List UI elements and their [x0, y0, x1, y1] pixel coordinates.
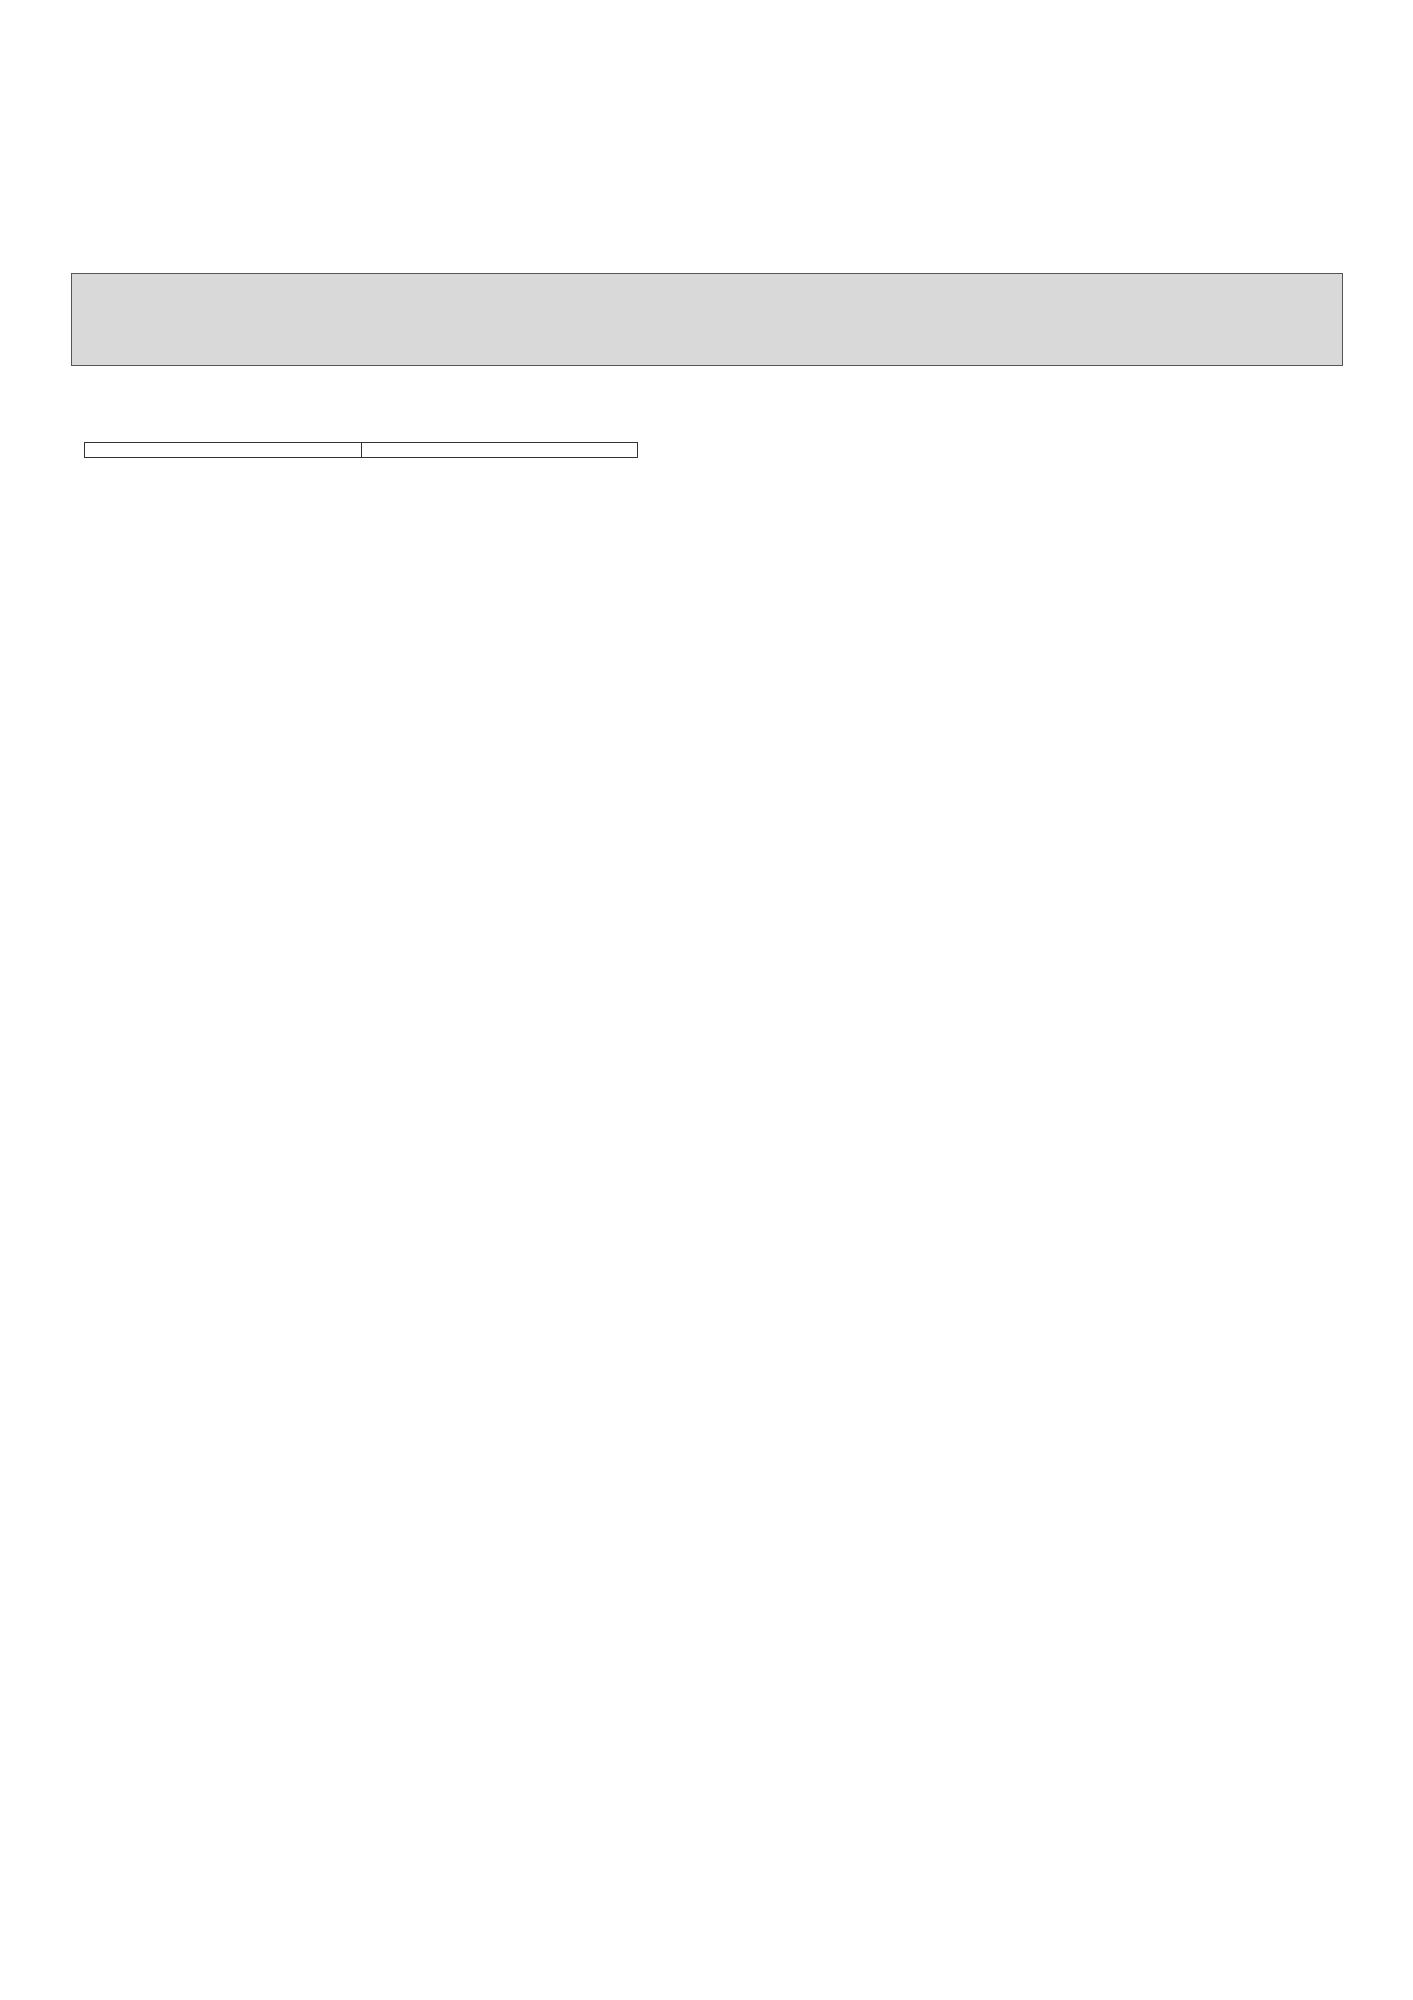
- french-column: [85, 443, 362, 458]
- german-column: [361, 443, 638, 458]
- section-heading: [125, 200, 147, 241]
- signal-words-table: [84, 442, 638, 458]
- definition-callout: [71, 273, 1343, 366]
